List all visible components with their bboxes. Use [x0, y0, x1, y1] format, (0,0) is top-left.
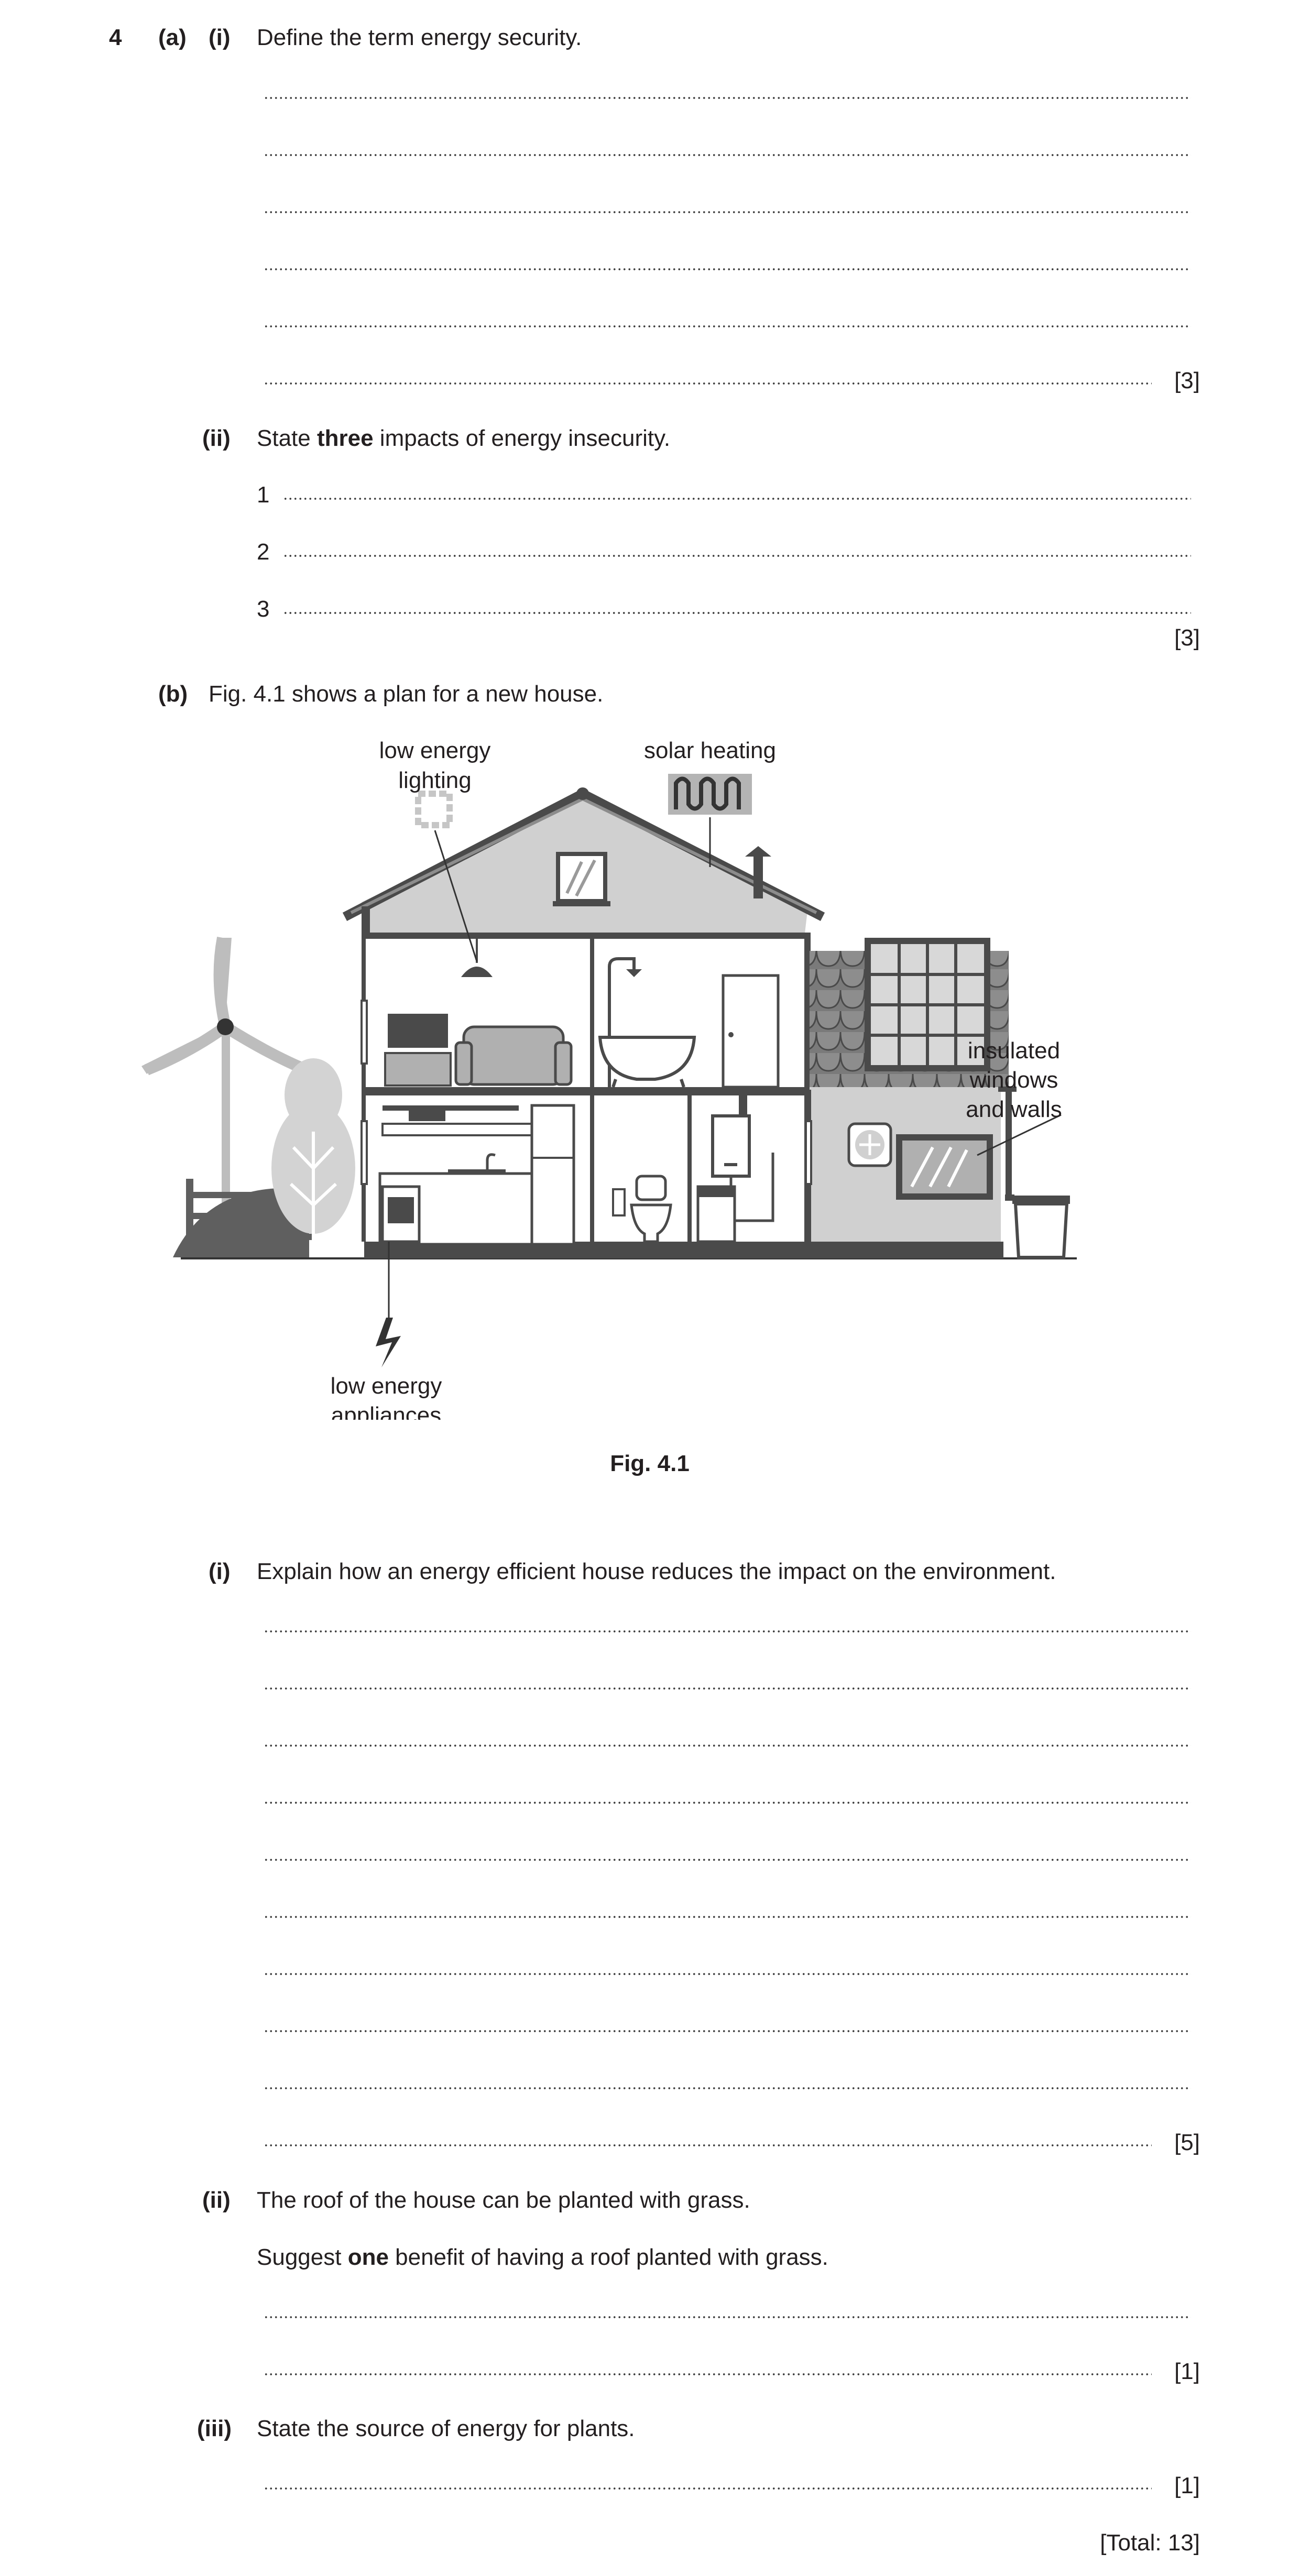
answer-line[interactable] — [264, 382, 1152, 385]
marks-b-iii: [1] — [1174, 2473, 1200, 2498]
part-b-iii-text: State the source of energy for plants. — [257, 2416, 635, 2441]
part-b-label: (b) — [158, 681, 188, 707]
part-b-ii-label: (ii) — [202, 2187, 231, 2213]
label-solar: solar heating — [644, 738, 776, 763]
answer-line[interactable] — [264, 1858, 1191, 1861]
answer-line[interactable] — [264, 2373, 1152, 2376]
marks-a-i: [3] — [1174, 368, 1200, 393]
label-windows-3: and walls — [966, 1097, 1062, 1122]
answer-line[interactable] — [264, 268, 1191, 271]
answer-line[interactable] — [264, 1972, 1191, 1976]
answer-line[interactable] — [264, 2087, 1191, 2090]
solar-panel-icon — [668, 774, 752, 815]
total-marks: [Total: 13] — [1100, 2530, 1200, 2556]
label-windows-1: insulated — [967, 1038, 1061, 1064]
bulb-icon — [418, 794, 450, 825]
line-number-2: 2 — [257, 539, 270, 565]
label-lighting-1: low energy — [379, 738, 491, 763]
answer-line[interactable] — [264, 2030, 1191, 2033]
part-b-i-label: (i) — [209, 1559, 231, 1584]
house-icon — [345, 787, 1070, 1258]
answer-line[interactable] — [283, 497, 1191, 500]
part-a-label: (a) — [158, 25, 187, 50]
answer-line[interactable] — [264, 96, 1191, 100]
part-b-iii-label: (iii) — [197, 2416, 232, 2441]
answer-line[interactable] — [264, 2144, 1152, 2147]
label-appliances-1: low energy — [330, 1373, 442, 1399]
part-b-ii-text: The roof of the house can be planted with grass. — [257, 2187, 750, 2213]
part-a-ii-text: State three impacts of energy insecurity. — [257, 425, 671, 451]
part-a-ii-label: (ii) — [202, 425, 231, 451]
marks-b-ii: [1] — [1174, 2359, 1200, 2384]
figure-caption: Fig. 4.1 — [610, 1451, 690, 1476]
answer-line[interactable] — [264, 2316, 1191, 2319]
part-b-intro: Fig. 4.1 shows a plan for a new house. — [209, 681, 604, 707]
line-number-1: 1 — [257, 482, 270, 508]
label-appliances-2: appliances — [331, 1402, 442, 1420]
house-figure — [141, 718, 1085, 1420]
answer-line[interactable] — [283, 554, 1191, 557]
marks-a-ii: [3] — [1174, 625, 1200, 651]
part-a-i-label: (i) — [209, 25, 231, 50]
part-a-i-text: Define the term energy security. — [257, 25, 582, 50]
label-windows-2: windows — [969, 1067, 1058, 1093]
answer-line[interactable] — [264, 1687, 1191, 1690]
question-number: 4 — [109, 25, 122, 50]
answer-line[interactable] — [283, 611, 1191, 615]
answer-line[interactable] — [264, 211, 1191, 214]
part-b-i-text: Explain how an energy efficient house reduces the impact on the environment. — [257, 1559, 1056, 1584]
answer-line[interactable] — [264, 1744, 1191, 1747]
answer-line[interactable] — [264, 154, 1191, 157]
answer-line[interactable] — [264, 1915, 1191, 1919]
part-b-ii-suggest: Suggest one benefit of having a roof planted with grass. — [257, 2244, 828, 2270]
label-lighting-2: lighting — [398, 768, 472, 793]
answer-line[interactable] — [264, 1630, 1191, 1633]
answer-line[interactable] — [264, 1801, 1191, 1804]
marks-b-i: [5] — [1174, 2130, 1200, 2155]
answer-line[interactable] — [264, 2487, 1152, 2490]
answer-line[interactable] — [264, 325, 1191, 328]
line-number-3: 3 — [257, 596, 270, 622]
